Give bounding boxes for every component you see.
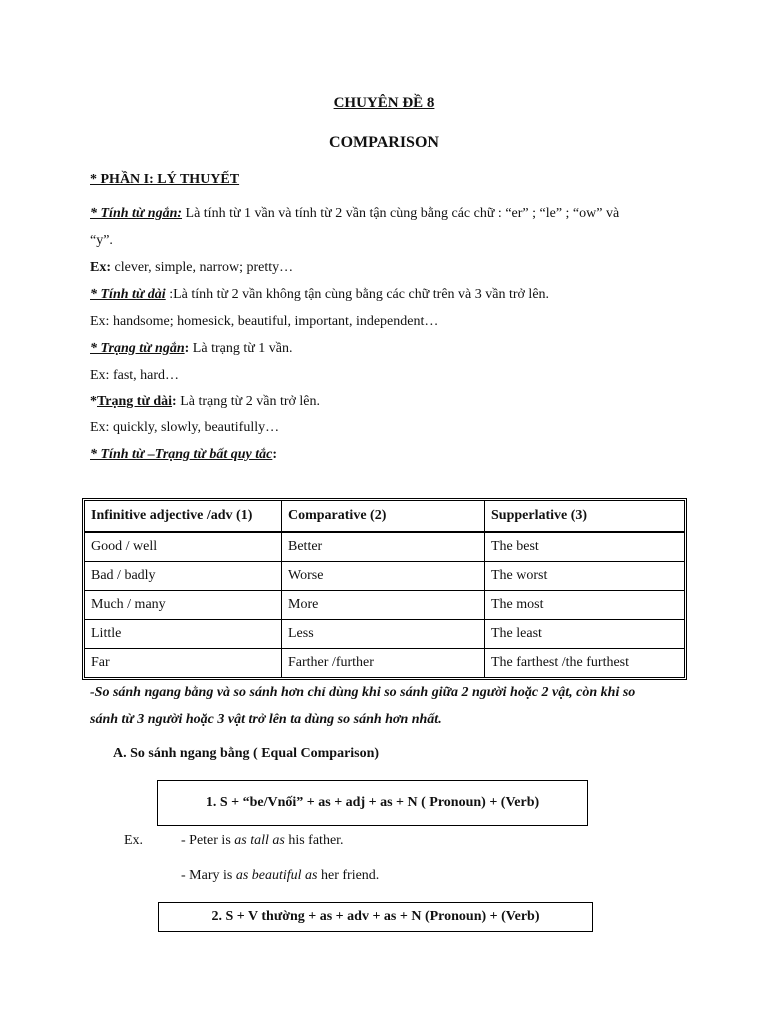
- section-heading: * PHẦN I: LÝ THUYẾT: [90, 172, 240, 187]
- table-cell: The farthest /the furthest: [485, 649, 685, 678]
- example-label: Ex:: [90, 260, 111, 275]
- table-cell: The worst: [485, 562, 685, 591]
- short-adj-cont: “y”.: [90, 233, 113, 248]
- table-cell: The most: [485, 591, 685, 620]
- formula-box: [158, 902, 593, 932]
- short-adv-text: Là trạng từ 1 vần.: [189, 341, 293, 356]
- topic-title: CHUYÊN ĐỀ 8: [333, 95, 435, 111]
- example-line: Ex: fast, hard…: [90, 368, 180, 383]
- table-cell: The best: [485, 532, 685, 562]
- table-cell: Bad / badly: [85, 562, 282, 591]
- table-cell: Better: [282, 532, 485, 562]
- example-line: Ex: handsome; homesick, beautiful, important, independent…: [90, 314, 439, 329]
- example-text: clever, simple, narrow; pretty…: [111, 260, 294, 275]
- short-adv-label: * Trạng từ ngắn: [90, 341, 185, 356]
- long-adv-line: *Trạng từ dài: Là trạng từ 2 vần trở lên.: [90, 394, 320, 409]
- table-cell: Little: [85, 620, 282, 649]
- table-header: Supperlative (3): [485, 501, 685, 533]
- table-cell: Worse: [282, 562, 485, 591]
- long-adj-label: * Tính từ dài: [90, 287, 166, 302]
- table-cell: More: [282, 591, 485, 620]
- irregular-line: * Tính từ –Trạng từ bất quy tắc:: [90, 447, 277, 462]
- table-header-row: [85, 501, 685, 533]
- formula-text: 1. S + “be/Vnối” + as + adj + as + N ( Pronoun) + (Verb): [205, 795, 540, 810]
- formula-text: 2. S + V thường + as + adv + as + N (Pronoun) + (Verb): [211, 909, 540, 924]
- short-adv-line: * Trạng từ ngắn: Là trạng từ 1 vần.: [90, 341, 293, 356]
- table-row: [85, 649, 685, 678]
- short-adj-line: [90, 206, 619, 222]
- comparison-table: [84, 500, 685, 678]
- table-row: [85, 562, 685, 591]
- table-row: [85, 591, 685, 620]
- irregular-label: * Tính từ –Trạng từ bất quy tắc: [90, 447, 273, 462]
- formula-box: [157, 780, 588, 826]
- long-adv-text: Là trạng từ 2 vần trở lên.: [176, 394, 320, 409]
- table-cell: The least: [485, 620, 685, 649]
- example-sentence: - Mary is as beautiful as her friend.: [181, 868, 380, 883]
- example-sentence: - Peter is as tall as his father.: [181, 833, 344, 848]
- table-row: [85, 620, 685, 649]
- table-header: Comparative (2): [282, 501, 485, 533]
- table-cell: Good / well: [85, 532, 282, 562]
- long-adj-line: [90, 287, 549, 303]
- note-line: sánh từ 3 người hoặc 3 vật trở lên ta dùng so sánh hơn nhất.: [90, 712, 442, 727]
- table-cell: Much / many: [85, 591, 282, 620]
- section-a-heading: A. So sánh ngang bằng ( Equal Comparison): [113, 746, 380, 761]
- table-cell: Farther /further: [282, 649, 485, 678]
- long-adj-text: :Là tính từ 2 vần không tận cùng bằng các chữ trên và 3 vần trở lên.: [165, 287, 550, 302]
- example-line: [90, 260, 293, 276]
- example-label: Ex.: [124, 833, 144, 848]
- table-cell: Less: [282, 620, 485, 649]
- table-cell: Far: [85, 649, 282, 678]
- table-header: Infinitive adjective /adv (1): [85, 501, 282, 533]
- note-line: -So sánh ngang bằng và so sánh hơn chỉ dùng khi so sánh giữa 2 người hoặc 2 vật, còn khi so: [90, 685, 636, 700]
- short-adj-label: * Tính từ ngắn:: [90, 206, 183, 221]
- page-title: COMPARISON: [329, 134, 439, 151]
- example-line: Ex: quickly, slowly, beautifully…: [90, 420, 280, 435]
- short-adj-text: Là tính từ 1 vần và tính từ 2 vần tận cùng bằng các chữ : “er” ; “le” ; “ow” và: [182, 206, 620, 221]
- table-row: [85, 532, 685, 562]
- long-adv-label: Trạng từ dài: [97, 394, 173, 409]
